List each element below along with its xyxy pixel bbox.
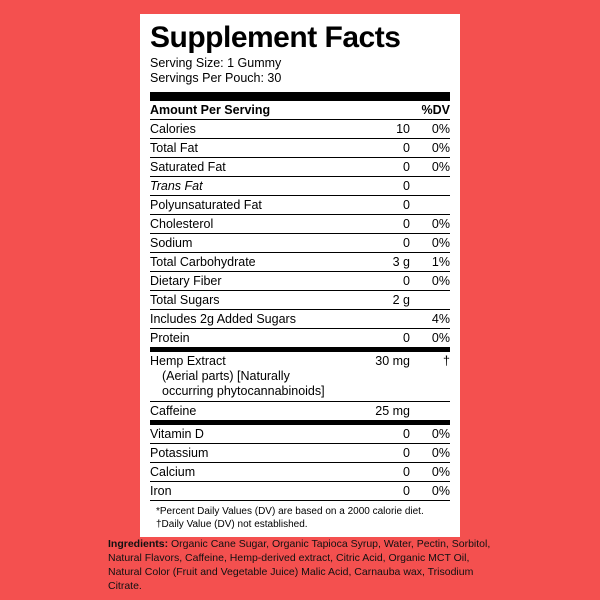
table-row xyxy=(150,290,450,309)
row-dv: 0% xyxy=(431,330,450,345)
amount-header-spacer xyxy=(352,101,410,120)
row-amount: 2 g xyxy=(352,290,410,309)
row-amount: 0 xyxy=(352,425,410,444)
row-dv xyxy=(410,195,450,214)
table-row xyxy=(150,176,450,195)
row-name: Polyunsaturated Fat xyxy=(150,195,352,214)
row-dv: 4% xyxy=(410,309,450,328)
row-dv: 0% xyxy=(410,233,450,252)
row-amount: 0 xyxy=(352,195,410,214)
row-dv: 0% xyxy=(410,271,450,290)
table-row xyxy=(150,233,450,252)
footnote-daily-values: *Percent Daily Values (DV) are based on a 2000 calorie diet. xyxy=(156,505,424,517)
row-dv: 0% xyxy=(410,443,450,462)
row-name: Protein xyxy=(150,330,190,345)
ingredients-label: Ingredients: xyxy=(108,538,169,550)
table-row xyxy=(150,195,450,214)
serving-size-line: Serving Size: 1 Gummy xyxy=(150,55,282,70)
row-amount: 10 xyxy=(352,119,410,138)
row-name: Includes 2g Added Sugars xyxy=(150,309,352,328)
active-ingredients-table xyxy=(150,352,450,420)
table-row xyxy=(150,271,450,290)
thick-divider xyxy=(150,92,450,101)
hemp-extract-label: Hemp Extract xyxy=(150,353,226,368)
row-amount: 3 g xyxy=(352,252,410,271)
table-row xyxy=(150,481,450,500)
caffeine-row xyxy=(150,401,450,420)
row-dv: 0% xyxy=(410,462,450,481)
dv-header: %DV xyxy=(410,101,450,120)
row-name: Total Fat xyxy=(150,138,352,157)
caffeine-amount: 25 mg xyxy=(375,403,410,418)
nutrition-table xyxy=(150,101,450,347)
row-name: Vitamin D xyxy=(150,425,352,444)
row-name: Calcium xyxy=(150,462,352,481)
row-name: Calories xyxy=(150,119,352,138)
row-amount xyxy=(352,309,410,328)
row-name: Potassium xyxy=(150,443,352,462)
hemp-extract-amount: 30 mg xyxy=(352,352,410,402)
row-dv: 0% xyxy=(410,119,450,138)
row-name: Total Carbohydrate xyxy=(150,252,352,271)
ingredients-text: Organic Cane Sugar, Organic Tapioca Syrup, Water, Pectin, Sorbitol, Natural Flavors, Caffeine, Hemp-derived extract, Citric Acid, Organic MCT Oil, Natural Color (Fruit and Vegetable Juice) Malic Acid, Carnauba wax, Trisodium Citrate. xyxy=(108,538,491,592)
table-row xyxy=(150,328,450,347)
row-dv: 1% xyxy=(410,252,450,271)
row-amount: 0 xyxy=(352,157,410,176)
row-dv: 0% xyxy=(410,481,450,500)
row-amount: 0 xyxy=(352,176,410,195)
amount-per-serving-header: Amount Per Serving xyxy=(150,101,352,120)
table-row xyxy=(150,252,450,271)
row-dv: 0% xyxy=(410,214,450,233)
servings-per-container-line: Servings Per Pouch: 30 xyxy=(150,71,282,86)
row-dv xyxy=(410,290,450,309)
ingredients-block xyxy=(108,538,492,593)
table-row xyxy=(150,214,450,233)
row-name: Cholesterol xyxy=(150,214,352,233)
micronutrients-table xyxy=(150,425,450,501)
row-amount: 0 xyxy=(352,271,410,290)
hemp-extract-detail-1: (Aerial parts) [Naturally xyxy=(162,368,290,383)
footnote-dv-not-established: †Daily Value (DV) not established. xyxy=(156,518,308,530)
hemp-extract-name xyxy=(150,352,352,402)
row-dv: 0% xyxy=(410,157,450,176)
table-header-row xyxy=(150,101,450,120)
table-row xyxy=(150,119,450,138)
hemp-extract-dv: † xyxy=(410,352,450,402)
row-amount: 0 xyxy=(352,233,410,252)
table-row xyxy=(150,425,450,444)
row-amount: 0 xyxy=(352,462,410,481)
row-name: Sodium xyxy=(150,233,352,252)
row-amount: 0 xyxy=(352,138,410,157)
row-name: Iron xyxy=(150,481,352,500)
row-name: Saturated Fat xyxy=(150,157,352,176)
row-amount: 0 xyxy=(403,330,410,345)
row-name: Total Sugars xyxy=(150,290,352,309)
table-row xyxy=(150,157,450,176)
row-name: Trans Fat xyxy=(150,176,352,195)
row-dv: 0% xyxy=(410,425,450,444)
table-row xyxy=(150,309,450,328)
supplement-facts-panel xyxy=(140,14,460,537)
table-row xyxy=(150,443,450,462)
hemp-extract-detail-2: occurring phytocannabinoids] xyxy=(162,383,325,398)
caffeine-dv xyxy=(410,401,450,420)
table-row xyxy=(150,138,450,157)
caffeine-name: Caffeine xyxy=(150,403,197,418)
row-amount: 0 xyxy=(352,481,410,500)
table-row xyxy=(150,462,450,481)
row-dv xyxy=(410,176,450,195)
row-amount: 0 xyxy=(352,214,410,233)
hemp-extract-row xyxy=(150,352,450,402)
row-name: Dietary Fiber xyxy=(150,271,352,290)
row-dv: 0% xyxy=(410,138,450,157)
row-amount: 0 xyxy=(352,443,410,462)
panel-title: Supplement Facts xyxy=(150,21,401,54)
